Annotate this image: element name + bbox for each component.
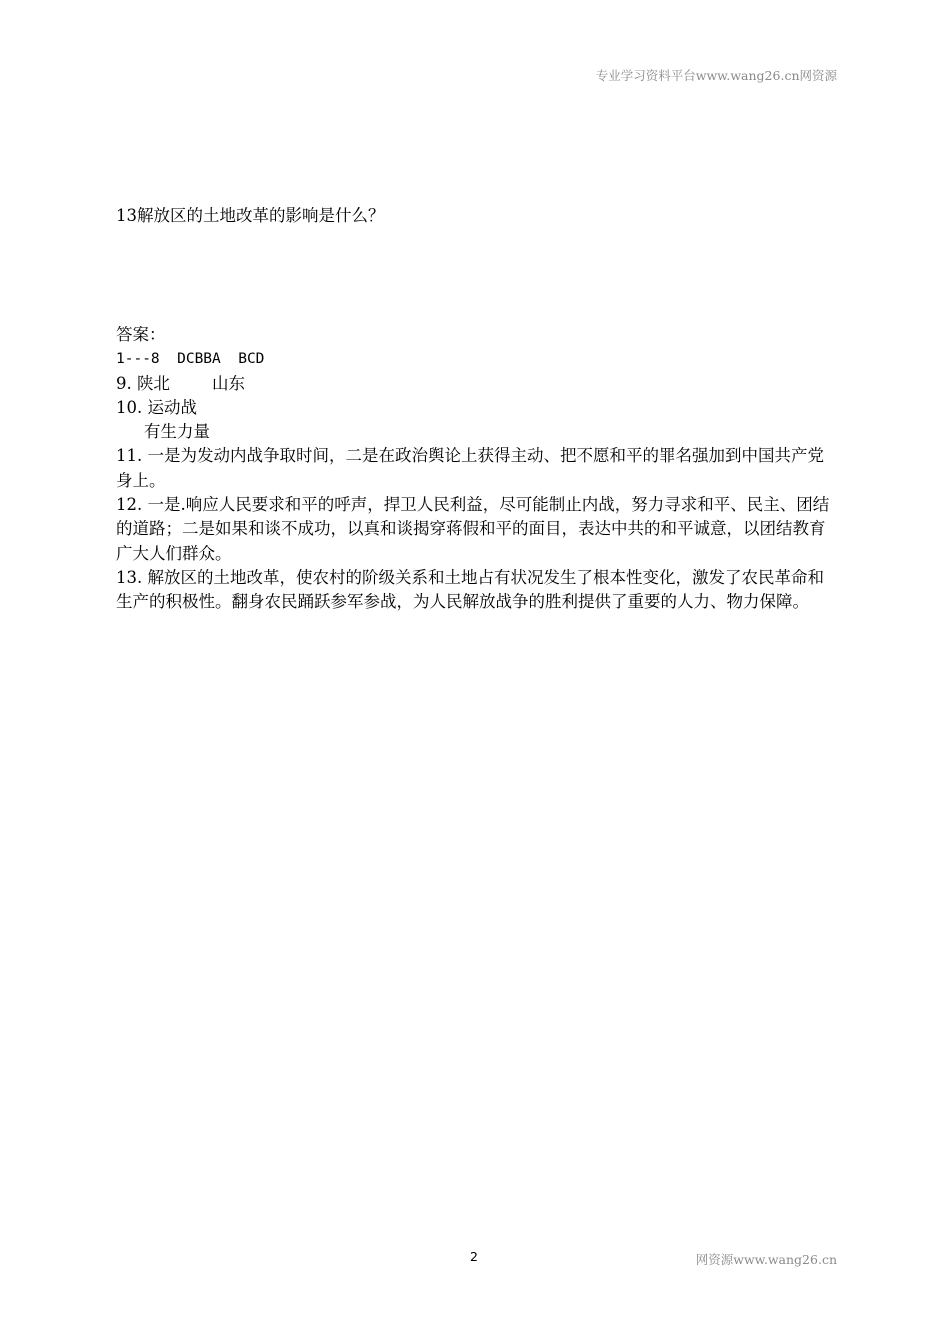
footer-site-note: 网资源www.wang26.cn <box>695 1252 837 1267</box>
question-13: 13解放区的土地改革的影响是什么？ <box>116 206 385 225</box>
answer-line-9: 9. 陕北 山东 <box>116 373 245 393</box>
answer-line-1-8: 1---8 DCBBA BCD <box>116 351 265 368</box>
header-site-note: 专业学习资料平台www.wang26.cn网资源 <box>595 68 837 83</box>
answer-line-13: 13. 解放区的土地改革，使农村的阶级关系和土地占有状况发生了根本性变化，激发了农民革命和生产的积极性。翻身农民踊跃参军参战，为人民解放战争的胜利提供了重要的人力、物力保障。 <box>116 567 824 612</box>
answer-line-11: 11. 一是为发动内战争取时间，二是在政治舆论上获得主动、把不愿和平的罪名强加到中国共产党身上。 <box>116 446 824 490</box>
answer-heading: 答案： <box>116 325 166 344</box>
answer-section <box>116 323 840 615</box>
page-number: 2 <box>470 1249 478 1264</box>
answer-line-12: 12. 一是.响应人民要求和平的呼声，捍卫人民利益，尽可能制止内战，努力寻求和平、民主、团结的道路；二是如果和谈不成功，以真和谈揭穿蒋假和平的面目，表达中共的和平诚意，以团结教育广大人们群众。 <box>116 495 830 563</box>
answer-line-10-continued: 有生力量 <box>144 422 210 442</box>
answer-line-10: 10. 运动战 <box>116 397 197 417</box>
